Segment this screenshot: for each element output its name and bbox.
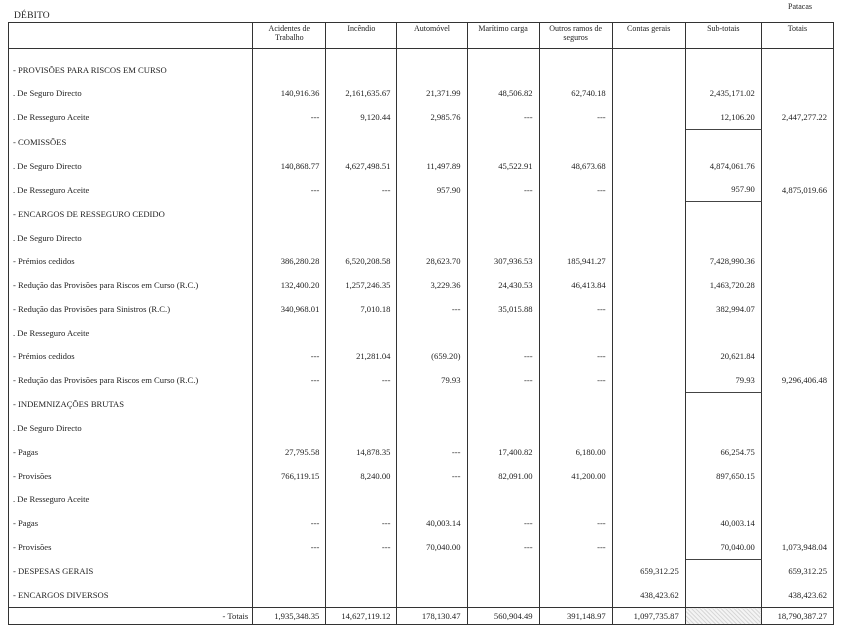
row-value <box>326 58 397 82</box>
row-value <box>397 58 467 82</box>
row-value <box>539 130 612 154</box>
row-value: --- <box>253 344 326 368</box>
spacer-cell <box>253 49 326 58</box>
row-value: 9,120.44 <box>326 105 397 129</box>
row-value: 1,463,720.28 <box>685 273 761 297</box>
row-value: (659.20) <box>397 344 467 368</box>
row-value: 70,040.00 <box>397 535 467 559</box>
row-value <box>612 344 685 368</box>
table-row <box>9 368 834 392</box>
row-value <box>326 559 397 583</box>
row-value <box>761 82 833 106</box>
row-value <box>397 202 467 226</box>
row-value: 28,623.70 <box>397 250 467 274</box>
table-body <box>9 49 834 625</box>
row-value: --- <box>467 511 539 535</box>
row-value: 307,936.53 <box>467 250 539 274</box>
row-value <box>467 417 539 441</box>
row-value: --- <box>397 297 467 321</box>
row-value <box>761 511 833 535</box>
table-row <box>9 58 834 82</box>
row-value <box>326 130 397 154</box>
row-value <box>253 488 326 512</box>
spacer-row <box>9 49 834 58</box>
row-value: --- <box>467 535 539 559</box>
row-value <box>326 226 397 250</box>
row-value <box>539 202 612 226</box>
row-value: 386,280.28 <box>253 250 326 274</box>
row-value <box>467 392 539 416</box>
row-value: --- <box>253 105 326 129</box>
row-value: 14,878.35 <box>326 440 397 464</box>
row-value: 48,673.68 <box>539 154 612 178</box>
row-value: 140,916.36 <box>253 82 326 106</box>
row-value: 21,281.04 <box>326 344 397 368</box>
row-value <box>612 130 685 154</box>
row-value: 27,795.58 <box>253 440 326 464</box>
totals-value: 1,097,735.87 <box>612 608 685 625</box>
row-value: 1,073,948.04 <box>761 535 833 559</box>
spacer-cell <box>397 49 467 58</box>
table-row <box>9 464 834 488</box>
totals-value: 178,130.47 <box>397 608 467 625</box>
spacer-cell <box>539 49 612 58</box>
row-value <box>612 488 685 512</box>
row-value: --- <box>539 535 612 559</box>
row-value: 12,106.20 <box>685 105 761 129</box>
row-value <box>467 488 539 512</box>
row-value: 140,868.77 <box>253 154 326 178</box>
totals-value: 14,627,119.12 <box>326 608 397 625</box>
row-value <box>761 58 833 82</box>
row-value: --- <box>539 105 612 129</box>
row-value <box>326 583 397 607</box>
row-value <box>685 559 761 583</box>
row-value: --- <box>467 368 539 392</box>
row-value <box>761 226 833 250</box>
row-value: 2,161,635.67 <box>326 82 397 106</box>
row-value <box>612 202 685 226</box>
row-value: 79.93 <box>397 368 467 392</box>
row-value: 4,627,498.51 <box>326 154 397 178</box>
row-value: --- <box>539 177 612 201</box>
row-value <box>612 392 685 416</box>
row-value <box>397 130 467 154</box>
row-value <box>539 321 612 345</box>
row-value <box>539 559 612 583</box>
row-value: 4,874,061.76 <box>685 154 761 178</box>
row-value <box>685 321 761 345</box>
table-row <box>9 392 834 416</box>
currency-label: Patacas <box>788 2 812 11</box>
row-value <box>397 321 467 345</box>
column-header-incendio: Incêndio <box>326 23 397 49</box>
row-value <box>761 250 833 274</box>
row-value: --- <box>397 440 467 464</box>
row-value: 438,423.62 <box>761 583 833 607</box>
row-value <box>761 464 833 488</box>
row-value <box>612 273 685 297</box>
row-label: . De Seguro Directo <box>9 154 253 178</box>
table-row <box>9 226 834 250</box>
row-value <box>539 417 612 441</box>
row-label: . De Resseguro Aceite <box>9 177 253 201</box>
row-value: 659,312.25 <box>761 559 833 583</box>
column-header-automovel: Automóvel <box>397 23 467 49</box>
table-row <box>9 130 834 154</box>
column-header-label <box>9 23 253 49</box>
row-value <box>612 58 685 82</box>
row-value: --- <box>539 344 612 368</box>
row-value: --- <box>326 177 397 201</box>
row-value <box>685 488 761 512</box>
row-value <box>253 417 326 441</box>
row-label: - COMISSÕES <box>9 130 253 154</box>
column-header-sub-totais: Sub-totais <box>685 23 761 49</box>
row-value <box>397 583 467 607</box>
row-value <box>467 583 539 607</box>
table-row <box>9 82 834 106</box>
row-value <box>685 58 761 82</box>
row-value: --- <box>326 511 397 535</box>
row-value <box>761 344 833 368</box>
row-value <box>761 488 833 512</box>
table-row <box>9 297 834 321</box>
row-value <box>253 130 326 154</box>
table-row <box>9 535 834 559</box>
row-value <box>612 297 685 321</box>
row-value: --- <box>326 535 397 559</box>
row-label: . De Resseguro Aceite <box>9 321 253 345</box>
row-value: 11,497.89 <box>397 154 467 178</box>
table-header <box>9 23 834 49</box>
column-header-accidentes: Acidentes de Trabalho <box>253 23 326 49</box>
table-row <box>9 250 834 274</box>
row-value <box>761 417 833 441</box>
row-label: . De Seguro Directo <box>9 226 253 250</box>
row-value <box>612 250 685 274</box>
row-value: 897,650.15 <box>685 464 761 488</box>
totals-row <box>9 608 834 625</box>
row-value: 66,254.75 <box>685 440 761 464</box>
row-value <box>397 392 467 416</box>
row-value <box>467 321 539 345</box>
table-row <box>9 511 834 535</box>
row-value: 2,985.76 <box>397 105 467 129</box>
totals-value: 18,790,387.27 <box>761 608 833 625</box>
totals-value: 1,935,348.35 <box>253 608 326 625</box>
row-value <box>612 440 685 464</box>
table-row <box>9 105 834 129</box>
row-value: --- <box>539 368 612 392</box>
row-value: 9,296,406.48 <box>761 368 833 392</box>
row-value: 46,413.84 <box>539 273 612 297</box>
row-value: 6,520,208.58 <box>326 250 397 274</box>
row-value: --- <box>539 511 612 535</box>
row-value: --- <box>539 297 612 321</box>
row-value <box>761 440 833 464</box>
row-value <box>539 392 612 416</box>
row-label: - Pagas <box>9 440 253 464</box>
row-value <box>467 202 539 226</box>
row-value: --- <box>397 464 467 488</box>
totals-value <box>685 608 761 625</box>
row-value <box>761 297 833 321</box>
row-value <box>397 417 467 441</box>
header-row <box>9 23 834 49</box>
table-row <box>9 154 834 178</box>
row-value <box>612 511 685 535</box>
row-value <box>539 226 612 250</box>
spacer-cell <box>612 49 685 58</box>
row-value <box>397 559 467 583</box>
spacer-cell <box>326 49 397 58</box>
row-label: - Redução das Provisões para Riscos em Curso (R.C.) <box>9 273 253 297</box>
row-value: 35,015.88 <box>467 297 539 321</box>
row-value: --- <box>467 344 539 368</box>
row-label: . De Seguro Directo <box>9 82 253 106</box>
column-header-contas-gerais: Contas gerais <box>612 23 685 49</box>
row-value: 45,522.91 <box>467 154 539 178</box>
row-value: 7,428,990.36 <box>685 250 761 274</box>
row-value <box>326 321 397 345</box>
column-header-outros: Outros ramos de seguros <box>539 23 612 49</box>
row-label: . De Resseguro Aceite <box>9 105 253 129</box>
row-value <box>761 273 833 297</box>
spacer-cell <box>9 49 253 58</box>
row-value <box>612 105 685 129</box>
spacer-cell <box>685 49 761 58</box>
row-value: 40,003.14 <box>397 511 467 535</box>
row-value: --- <box>253 535 326 559</box>
row-value <box>253 202 326 226</box>
table-row <box>9 559 834 583</box>
row-value <box>326 488 397 512</box>
row-value <box>685 583 761 607</box>
row-value <box>397 488 467 512</box>
row-value: --- <box>253 177 326 201</box>
row-value <box>612 154 685 178</box>
table-row <box>9 177 834 201</box>
row-value: --- <box>326 368 397 392</box>
row-value: 1,257,246.35 <box>326 273 397 297</box>
row-value: 957.90 <box>685 177 761 201</box>
row-value <box>685 392 761 416</box>
row-value: 2,447,277.22 <box>761 105 833 129</box>
row-label: - ENCARGOS DE RESSEGURO CEDIDO <box>9 202 253 226</box>
row-value: 438,423.62 <box>612 583 685 607</box>
row-label: . De Seguro Directo <box>9 417 253 441</box>
debit-ledger-table <box>8 22 834 625</box>
table-row <box>9 488 834 512</box>
spacer-cell <box>761 49 833 58</box>
table-row <box>9 273 834 297</box>
row-value <box>326 392 397 416</box>
row-label: - DESPESAS GERAIS <box>9 559 253 583</box>
row-value <box>253 321 326 345</box>
row-value <box>612 177 685 201</box>
row-value: 382,994.07 <box>685 297 761 321</box>
row-label: - PROVISÕES PARA RISCOS EM CURSO <box>9 58 253 82</box>
row-value: 957.90 <box>397 177 467 201</box>
row-value: 7,010.18 <box>326 297 397 321</box>
spacer-cell <box>467 49 539 58</box>
totals-value: 560,904.49 <box>467 608 539 625</box>
totals-label: - Totais <box>9 608 253 625</box>
row-value: 62,740.18 <box>539 82 612 106</box>
table-row <box>9 321 834 345</box>
row-value: --- <box>253 368 326 392</box>
row-value: 6,180.00 <box>539 440 612 464</box>
row-value <box>326 417 397 441</box>
row-value <box>612 82 685 106</box>
row-value <box>685 202 761 226</box>
row-value <box>539 488 612 512</box>
row-value <box>253 559 326 583</box>
row-value: 3,229.36 <box>397 273 467 297</box>
row-value: --- <box>467 105 539 129</box>
row-value: 185,941.27 <box>539 250 612 274</box>
table-row <box>9 583 834 607</box>
totals-value: 391,148.97 <box>539 608 612 625</box>
row-value: 4,875,019.66 <box>761 177 833 201</box>
row-label: - Provisões <box>9 535 253 559</box>
row-value <box>685 417 761 441</box>
row-value: 17,400.82 <box>467 440 539 464</box>
row-label: . De Resseguro Aceite <box>9 488 253 512</box>
row-value: 8,240.00 <box>326 464 397 488</box>
row-value: --- <box>253 511 326 535</box>
row-label: - Pagas <box>9 511 253 535</box>
table-row <box>9 417 834 441</box>
row-value: 766,119.15 <box>253 464 326 488</box>
row-value <box>467 226 539 250</box>
row-value <box>539 58 612 82</box>
row-value <box>761 321 833 345</box>
row-value <box>612 417 685 441</box>
row-value: 340,968.01 <box>253 297 326 321</box>
row-value: 24,430.53 <box>467 273 539 297</box>
row-label: - ENCARGOS DIVERSOS <box>9 583 253 607</box>
row-value <box>253 583 326 607</box>
row-value: 20,621.84 <box>685 344 761 368</box>
row-label: - Provisões <box>9 464 253 488</box>
row-value: 79.93 <box>685 368 761 392</box>
row-value <box>761 202 833 226</box>
row-value: 48,506.82 <box>467 82 539 106</box>
row-value <box>761 130 833 154</box>
row-value <box>612 226 685 250</box>
row-value <box>467 58 539 82</box>
row-value: 659,312.25 <box>612 559 685 583</box>
table-row <box>9 202 834 226</box>
row-value <box>326 202 397 226</box>
row-value: 132,400.20 <box>253 273 326 297</box>
row-value <box>397 226 467 250</box>
row-value: 70,040.00 <box>685 535 761 559</box>
row-label: - Prémios cedidos <box>9 344 253 368</box>
row-value <box>253 392 326 416</box>
row-label: - Redução das Provisões para Riscos em Curso (R.C.) <box>9 368 253 392</box>
row-value <box>467 559 539 583</box>
row-label: - Redução das Provisões para Sinistros (R.C.) <box>9 297 253 321</box>
row-value: 82,091.00 <box>467 464 539 488</box>
table-row <box>9 440 834 464</box>
row-value <box>761 154 833 178</box>
row-value: 21,371.99 <box>397 82 467 106</box>
row-value: 40,003.14 <box>685 511 761 535</box>
row-value: 41,200.00 <box>539 464 612 488</box>
row-value <box>612 464 685 488</box>
row-value <box>539 583 612 607</box>
row-value <box>612 535 685 559</box>
column-header-maritimo: Marítimo carga <box>467 23 539 49</box>
row-value: 2,435,171.02 <box>685 82 761 106</box>
row-value <box>612 368 685 392</box>
row-value <box>761 392 833 416</box>
row-value <box>253 226 326 250</box>
row-label: - Prémios cedidos <box>9 250 253 274</box>
column-header-totais: Totais <box>761 23 833 49</box>
row-value <box>253 58 326 82</box>
table-row <box>9 344 834 368</box>
row-value <box>685 130 761 154</box>
row-value: --- <box>467 177 539 201</box>
row-label: - INDEMNIZAÇÕES BRUTAS <box>9 392 253 416</box>
row-value <box>467 130 539 154</box>
row-value <box>612 321 685 345</box>
section-title: DÉBITO <box>14 11 50 21</box>
row-value <box>685 226 761 250</box>
